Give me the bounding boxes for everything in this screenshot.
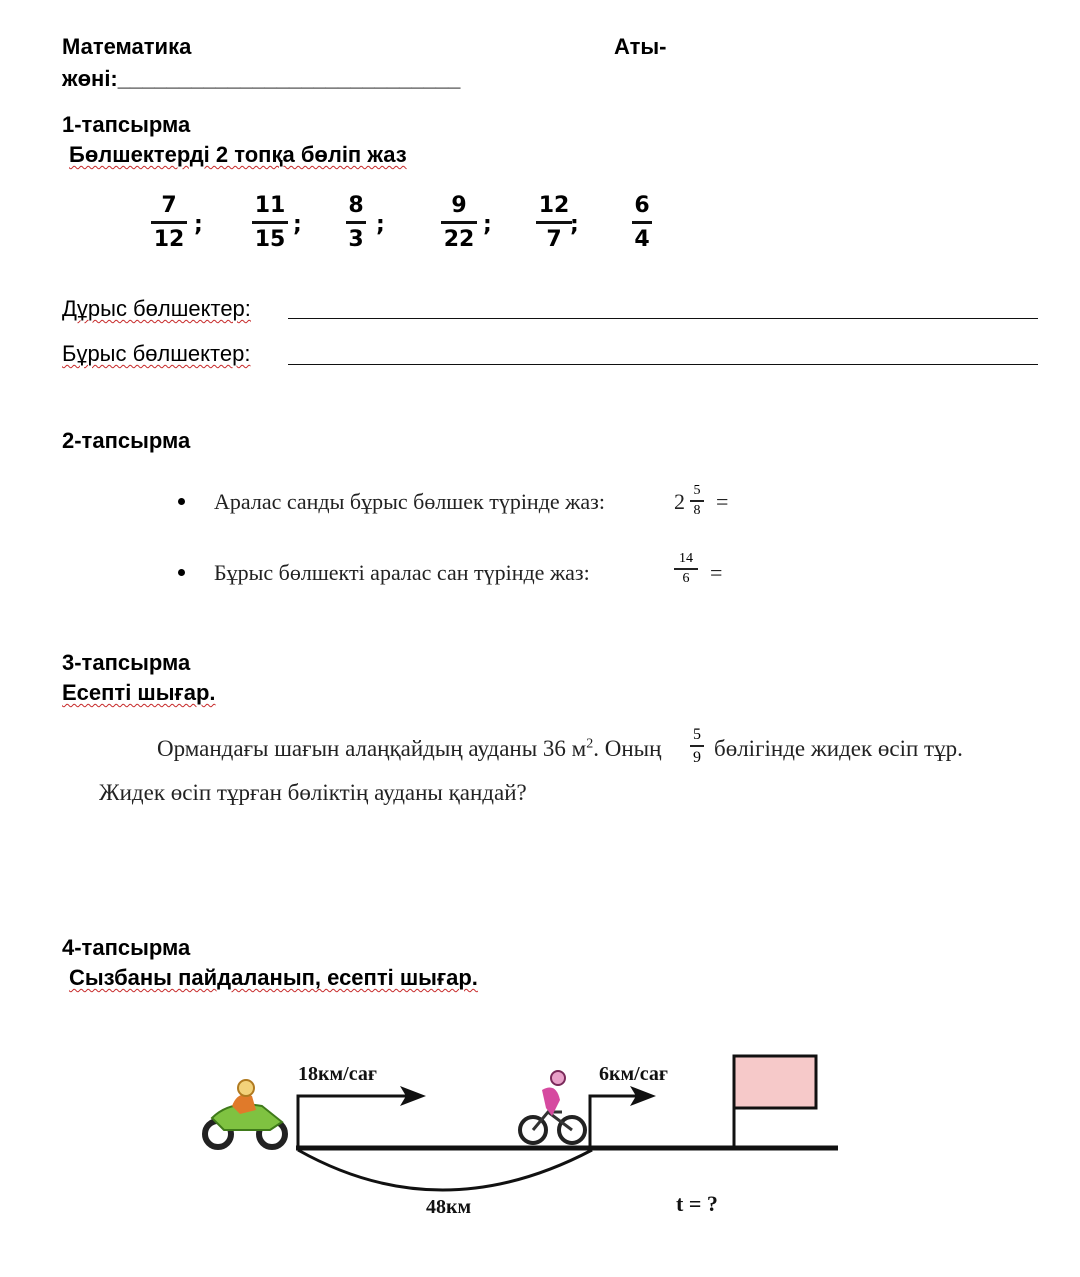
task3-line1-b: . Оның (593, 736, 662, 761)
task1-title: 1-тапсырма (62, 112, 191, 137)
bullet-icon (178, 498, 185, 505)
fraction-denominator: 12 (153, 227, 185, 252)
fraction-denominator: 9 (693, 749, 701, 766)
task3-title: 3-тапсырма (62, 650, 191, 675)
name-label: Аты- (614, 34, 667, 59)
subject-title: Математика (62, 34, 192, 59)
fraction-bar (252, 221, 288, 224)
fraction-numerator: 8 (348, 193, 364, 218)
separator: ; (376, 212, 385, 237)
mixed-number-whole: 2 (674, 489, 685, 514)
cyclist-icon (520, 1071, 585, 1143)
improper-fractions-answer-line[interactable] (288, 364, 1038, 365)
fraction-bar (441, 221, 477, 224)
fraction-numerator: 5 (693, 726, 701, 743)
task3-line1-c: бөлігінде жидек өсіп тұр. (714, 736, 963, 761)
separator: ; (194, 212, 203, 237)
moto-arrow (298, 1096, 408, 1148)
square-exponent: 2 (586, 736, 594, 752)
fraction-bar (674, 568, 698, 570)
fraction-bar (632, 221, 652, 224)
proper-fractions-answer-line[interactable] (288, 318, 1038, 319)
fraction-4 (441, 194, 477, 252)
fraction-numerator: 14 (679, 551, 693, 566)
bullet-icon (178, 569, 185, 576)
fraction-2 (252, 194, 288, 252)
fraction-5 (536, 194, 572, 252)
fraction-1 (151, 194, 187, 252)
equals-sign: = (710, 560, 723, 585)
fraction-bar (690, 745, 704, 747)
fraction-numerator: 6 (634, 193, 650, 218)
fraction-denominator: 6 (682, 571, 690, 586)
fraction-denominator: 7 (546, 227, 562, 252)
task3-line2: Жидек өсіп тұрған бөліктің ауданы қандай? (99, 780, 527, 805)
motorcycle-icon (205, 1080, 285, 1147)
separator: ; (483, 212, 492, 237)
name-field[interactable] (62, 66, 460, 92)
improper-fractions-label: Бұрыс бөлшектер: (62, 341, 251, 366)
fraction-denominator: 15 (254, 227, 286, 252)
improper-fraction (674, 552, 698, 586)
fraction-numerator: 11 (254, 193, 286, 218)
fraction-numerator: 12 (538, 193, 570, 218)
equals-sign: = (716, 489, 729, 514)
motion-diagram (0, 1030, 1080, 1260)
fraction-denominator: 4 (634, 227, 650, 252)
fraction-numerator: 5 (693, 483, 701, 498)
proper-fractions-label: Дұрыс бөлшектер: (62, 296, 251, 321)
speed-bike-label: 6км/сағ (599, 1063, 668, 1085)
fraction-denominator: 3 (348, 227, 364, 252)
name-label-cont: жөні: (62, 66, 118, 91)
task2-item1-text: Аралас санды бұрыс бөлшек түрінде жаз: (214, 489, 605, 514)
fraction-numerator: 9 (451, 193, 467, 218)
fraction-bar (346, 221, 366, 224)
task3-line1-a: Ормандағы шағын алаңқайдың ауданы 36 м (157, 736, 587, 761)
task2-item2-text: Бұрыс бөлшекті аралас сан түрінде жаз: (214, 560, 590, 585)
fraction-6 (632, 194, 652, 252)
distance-arc (298, 1150, 592, 1190)
task4-instruction: Сызбаны пайдаланып, есепті шығар. (69, 965, 478, 990)
fraction-denominator: 22 (443, 227, 475, 252)
task4-title: 4-тапсырма (62, 935, 191, 960)
separator: ; (570, 212, 579, 237)
fraction-3 (346, 194, 366, 252)
fraction-denominator: 8 (693, 503, 701, 518)
distance-label: 48км (426, 1196, 472, 1218)
time-label: t = ? (676, 1191, 718, 1216)
speed-moto-label: 18км/сағ (298, 1063, 377, 1085)
fraction-bar (690, 500, 704, 502)
task1-instruction: Бөлшектерді 2 топқа бөліп жаз (69, 142, 407, 167)
name-blank: ____________________________ (117, 66, 461, 91)
task3-fraction (690, 726, 704, 766)
task3-line1 (157, 736, 661, 762)
fraction-bar (536, 221, 572, 224)
task3-instruction: Есепті шығар. (62, 680, 216, 705)
fraction-numerator: 7 (161, 193, 177, 218)
separator: ; (293, 212, 302, 237)
task2-title: 2-тапсырма (62, 428, 191, 453)
mixed-number-fraction (690, 484, 704, 518)
fraction-bar (151, 221, 187, 224)
flag-icon (734, 1056, 816, 1108)
